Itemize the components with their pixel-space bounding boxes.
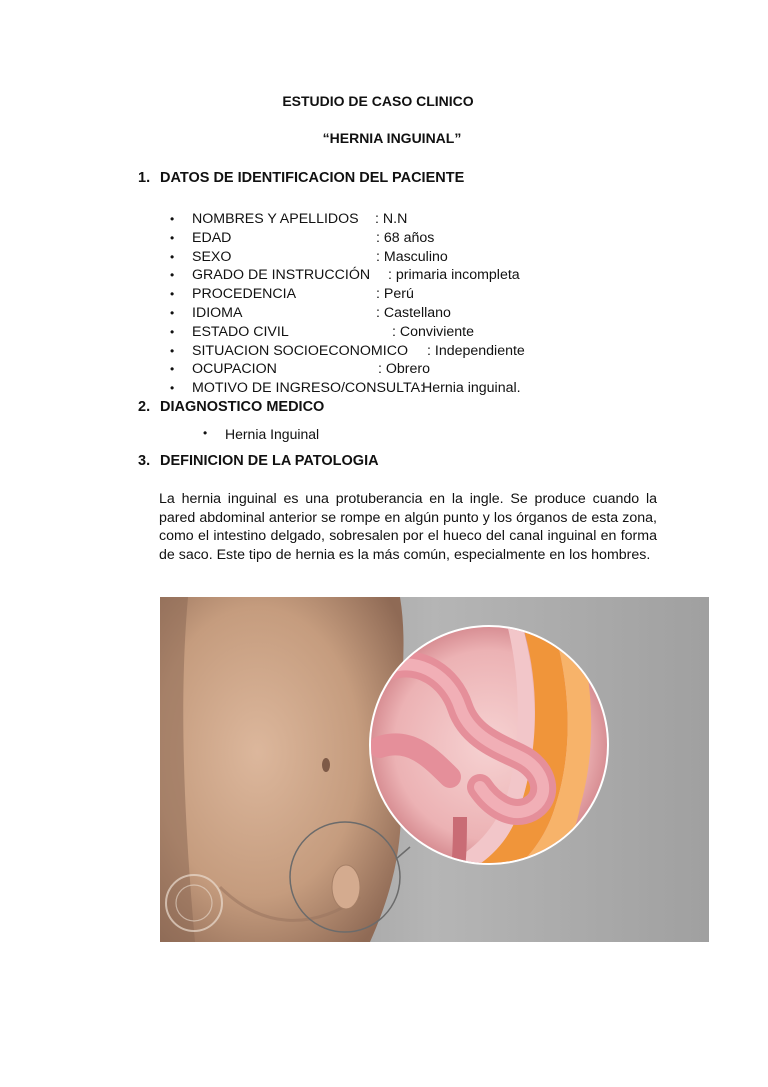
item-label: PROCEDENCIA xyxy=(192,286,297,303)
bullet-icon: • xyxy=(170,324,175,339)
diagnosis-text: Hernia Inguinal xyxy=(225,426,320,442)
navel xyxy=(322,758,330,772)
item-value: : N.N xyxy=(375,211,408,227)
item-value: : Independiente xyxy=(427,342,525,359)
bullet-icon: • xyxy=(170,381,175,396)
bullet-icon: • xyxy=(170,268,175,283)
item-label: SITUACION SOCIOECONOMICO xyxy=(192,342,408,359)
bullet-icon: • xyxy=(170,249,175,264)
section-3-number: 3. xyxy=(138,453,151,469)
item-value: : primaria incompleta xyxy=(388,267,520,284)
item-value: : Perú xyxy=(376,286,414,303)
bullet-icon: • xyxy=(170,305,175,320)
item-label: NOMBRES Y APELLIDOS xyxy=(192,211,359,227)
item-label: MOTIVO DE INGRESO/CONSULTA: xyxy=(192,380,425,397)
section-2-heading xyxy=(138,399,324,415)
section-3-heading xyxy=(138,453,379,469)
bullet-icon: • xyxy=(170,212,175,226)
item-value: : Masculino xyxy=(376,248,448,265)
section-3-title: DEFINICION DE LA PATOLOGIA xyxy=(160,453,379,469)
bullet-icon: • xyxy=(203,426,208,440)
item-value: Hernia inguinal. xyxy=(422,380,521,397)
section-1-heading xyxy=(138,170,464,186)
section-2-title: DIAGNOSTICO MEDICO xyxy=(160,399,325,415)
item-value: : 68 años xyxy=(376,229,435,246)
bullet-icon: • xyxy=(170,287,175,302)
bullet-icon: • xyxy=(170,230,175,245)
section-1-number: 1. xyxy=(138,170,151,186)
item-label: EDAD xyxy=(192,229,232,246)
item-label: SEXO xyxy=(192,248,232,265)
item-label: GRADO DE INSTRUCCIÓN xyxy=(192,267,371,284)
hernia-bulge xyxy=(332,865,360,909)
item-label: OCUPACION xyxy=(192,361,277,378)
item-value: : Obrero xyxy=(378,361,431,378)
torso-shape xyxy=(160,597,404,942)
item-value: : Conviviente xyxy=(392,323,475,340)
document-subtitle: “HERNIA INGUINAL” xyxy=(322,130,462,146)
definition-paragraph: La hernia inguinal es una protuberancia en la ingle. Se produce cuando la pared abdominal anterior se rompe en algún punto y los órganos de esta zona, como el intestino delgado, sobresalen por el hueco del canal inguinal en forma de saco. Este tipo de hernia es la más común, especialmente en los hombres. xyxy=(159,491,657,563)
item-label: ESTADO CIVIL xyxy=(192,323,289,340)
document-title: ESTUDIO DE CASO CLINICO xyxy=(282,93,474,109)
item-label: IDIOMA xyxy=(192,304,243,321)
hernia-illustration xyxy=(160,597,709,942)
item-value: : Castellano xyxy=(376,304,451,321)
section-2-number: 2. xyxy=(138,399,151,415)
bullet-icon: • xyxy=(170,343,175,358)
section-1-title: DATOS DE IDENTIFICACION DEL PACIENTE xyxy=(160,170,465,186)
bullet-icon: • xyxy=(170,362,175,377)
